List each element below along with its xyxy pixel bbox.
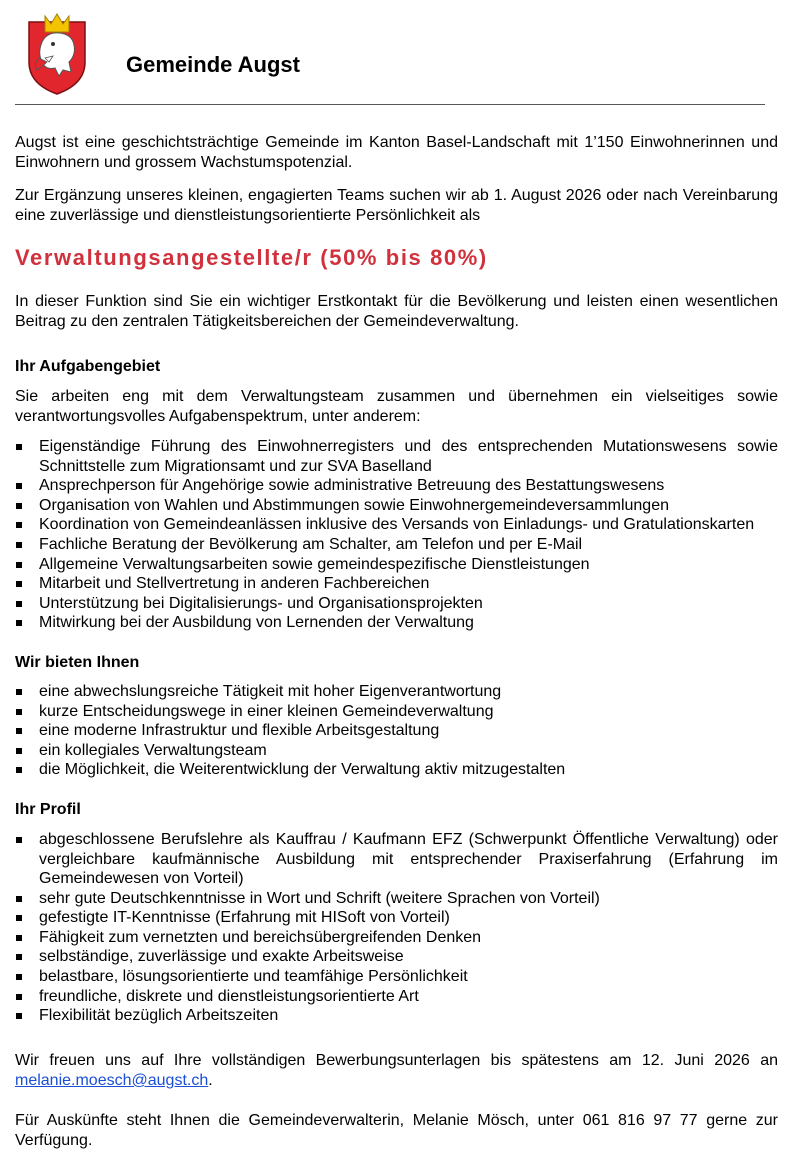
- municipality-name: Gemeinde Augst: [126, 52, 300, 77]
- bullet-icon: [16, 620, 22, 626]
- list-item: [15, 830, 778, 889]
- list-item-text: Ansprechperson für Angehörige sowie administrative Betreuung des Bestattungswesens: [39, 477, 665, 495]
- list-item: [15, 721, 778, 741]
- list-item-text: gefestigte IT-Kenntnisse (Erfahrung mit HISoft von Vorteil): [39, 909, 450, 927]
- bullet-icon: [16, 935, 22, 941]
- list-item-text: Fähigkeit zum vernetzten und bereichsübergreifenden Denken: [39, 928, 482, 946]
- contact-paragraph: Für Auskünfte steht Ihnen die Gemeindeverwalterin, Melanie Mösch, unter 061 816 97 77 gerne zur Verfügung.: [15, 1111, 778, 1149]
- profile-heading: Ihr Profil: [15, 800, 81, 818]
- list-item-text: Flexibilität bezüglich Arbeitszeiten: [39, 1007, 279, 1025]
- role-summary: In dieser Funktion sind Sie ein wichtiger Erstkontakt für die Bevölkerung und leisten einen wesentlichen Beitrag zu den zentralen Tätigkeitsbereichen der Gemeindeverwaltung.: [15, 293, 778, 330]
- intro-paragraph: Augst ist eine geschichtsträchtige Gemeinde im Kanton Basel-Landschaft mit 1’150 Einwohnerinnen und Einwohnern und grossem Wachstumspotenzial.: [15, 134, 778, 171]
- bullet-icon: [16, 522, 22, 528]
- bullet-icon: [16, 837, 22, 843]
- offer-heading: Wir bieten Ihnen: [15, 653, 140, 671]
- list-item-text: freundliche, diskrete und dienstleistungsorientierte Art: [39, 987, 419, 1005]
- list-item-text: Mitarbeit und Stellvertretung in anderen Fachbereichen: [39, 575, 430, 593]
- list-item: [15, 928, 778, 948]
- municipal-crest-icon: [25, 12, 89, 96]
- list-item: [15, 476, 778, 496]
- list-item-text: Eigenständige Führung des Einwohnerregisters und des entsprechenden Mutationswesens sowie Schnittstelle zum Migrationsamt und zur SVA Baselland: [39, 438, 778, 475]
- tasks-heading: Ihr Aufgabengebiet: [15, 358, 161, 375]
- list-item-text: die Möglichkeit, die Weiterentwicklung der Verwaltung aktiv mitzugestalten: [39, 761, 566, 779]
- list-item-text: belastbare, lösungsorientierte und teamfähige Persönlichkeit: [39, 968, 468, 986]
- list-item: [15, 682, 778, 702]
- bullet-icon: [16, 896, 22, 902]
- bullet-icon: [16, 709, 22, 715]
- list-item: [15, 613, 778, 633]
- bullet-icon: [16, 974, 22, 980]
- closing-end: .: [208, 1071, 213, 1089]
- tasks-list: [15, 437, 778, 633]
- list-item: [15, 760, 778, 780]
- closing-text: Wir freuen uns auf Ihre vollständigen Bewerbungsunterlagen bis spätestens am 12. Juni 2026 an: [15, 1051, 778, 1069]
- list-item-text: abgeschlossene Berufslehre als Kauffrau / Kaufmann EFZ (Schwerpunkt Öffentliche Verwaltung) oder vergleichbare kaufmännische Ausbildung mit entsprechender Praxiserfahrung (Erfahrung im Gemeindewesen von Vorteil): [39, 830, 778, 888]
- closing-paragraph: [15, 1051, 778, 1091]
- bullet-icon: [16, 444, 22, 450]
- bullet-icon: [16, 994, 22, 1000]
- bullet-icon: [16, 1013, 22, 1019]
- list-item: [15, 741, 778, 761]
- list-item: [15, 515, 778, 535]
- offer-list: [15, 682, 778, 780]
- job-title: Verwaltungsangestellte/r (50% bis 80%): [15, 245, 488, 270]
- list-item-text: ein kollegiales Verwaltungsteam: [39, 741, 267, 759]
- tasks-intro: Sie arbeiten eng mit dem Verwaltungsteam zusammen und übernehmen ein vielseitiges sowie verantwortungsvolles Aufgabenspektrum, unter anderem:: [15, 388, 778, 425]
- bullet-icon: [16, 503, 22, 509]
- list-item: [15, 889, 778, 909]
- list-item-text: Fachliche Beratung der Bevölkerung am Schalter, am Telefon und per E-Mail: [39, 535, 583, 553]
- list-item-text: eine moderne Infrastruktur und flexible Arbeitsgestaltung: [39, 722, 440, 740]
- list-item-text: sehr gute Deutschkenntnisse in Wort und Schrift (weitere Sprachen von Vorteil): [39, 889, 600, 907]
- document-header: [15, 0, 765, 105]
- search-paragraph: Zur Ergänzung unseres kleinen, engagierten Teams suchen wir ab 1. August 2026 oder nach Vereinbarung eine zuverlässige und dienstleistungsorientierte Persönlichkeit als: [15, 187, 778, 224]
- bullet-icon: [16, 767, 22, 773]
- list-item-text: Koordination von Gemeindeanlässen inklusive des Versands von Einladungs- und Gratulationskarten: [39, 516, 755, 534]
- list-item: [15, 702, 778, 722]
- job-posting-document: [15, 0, 778, 1151]
- bullet-icon: [16, 689, 22, 695]
- list-item-text: selbständige, zuverlässige und exakte Arbeitsweise: [39, 948, 404, 966]
- list-item: [15, 947, 778, 967]
- list-item-text: Organisation von Wahlen und Abstimmungen sowie Einwohnergemeindeversammlungen: [39, 496, 669, 514]
- bullet-icon: [16, 728, 22, 734]
- bullet-icon: [16, 483, 22, 489]
- bullet-icon: [16, 581, 22, 587]
- list-item: [15, 496, 778, 516]
- bullet-icon: [16, 562, 22, 568]
- list-item: [15, 574, 778, 594]
- bullet-icon: [16, 915, 22, 921]
- list-item-text: Allgemeine Verwaltungsarbeiten sowie gemeindespezifische Dienstleistungen: [39, 555, 590, 573]
- bullet-icon: [16, 601, 22, 607]
- list-item-text: Mitwirkung bei der Ausbildung von Lernenden der Verwaltung: [39, 614, 474, 632]
- list-item-text: eine abwechslungsreiche Tätigkeit mit hoher Eigenverantwortung: [39, 682, 502, 700]
- list-item: [15, 987, 778, 1007]
- list-item: [15, 1006, 778, 1026]
- email-link[interactable]: melanie.moesch@augst.ch: [15, 1071, 209, 1089]
- bullet-icon: [16, 542, 22, 548]
- list-item: [15, 437, 778, 476]
- list-item-text: kurze Entscheidungswege in einer kleinen Gemeindeverwaltung: [39, 702, 494, 720]
- list-item-text: Unterstützung bei Digitalisierungs- und Organisationsprojekten: [39, 594, 483, 612]
- profile-list: [15, 830, 778, 1026]
- bullet-icon: [16, 954, 22, 960]
- bullet-icon: [16, 748, 22, 754]
- list-item: [15, 594, 778, 614]
- list-item: [15, 908, 778, 928]
- list-item: [15, 535, 778, 555]
- list-item: [15, 555, 778, 575]
- list-item: [15, 967, 778, 987]
